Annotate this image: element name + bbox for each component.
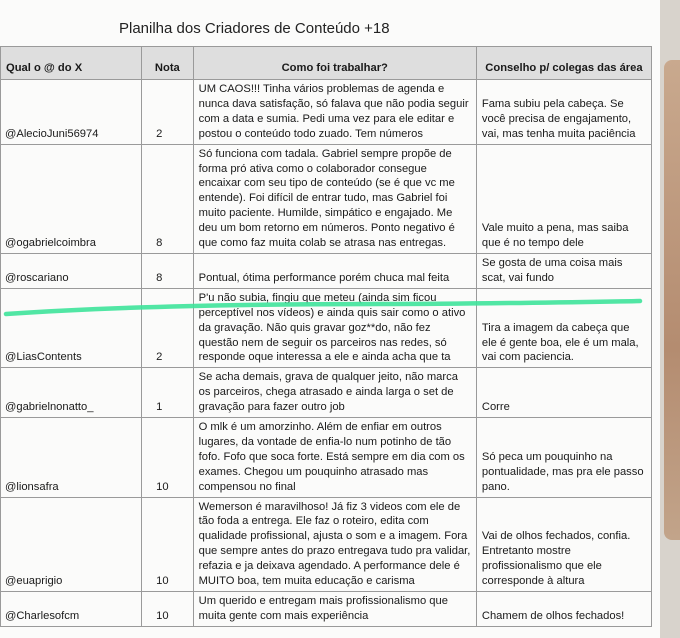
cell-handle[interactable]: @LiasContents (1, 288, 142, 368)
cell-conselho[interactable]: Tira a imagem da cabeça que ele é gente boa, ele é um mala, vai com paciencia. (476, 288, 651, 368)
cell-conselho[interactable]: Vai de olhos fechados, confia. Entretanto mostre profissionalismo que ele corresponde à altura (476, 497, 651, 591)
cell-como[interactable]: Wemerson é maravilhoso! Já fiz 3 videos com ele de tão foda a entrega. Ele faz o roteiro, edita com qualidade profissional, ajusta o som e a imagem. Fora que sempre antes do prazo entregava tudo pra validar, refazia e ja deixava agendado. A performance dele é MUITO boa, tem muita educação e carisma (193, 497, 476, 591)
cell-conselho[interactable]: Vale muito a pena, mas saiba que é no tempo dele (476, 144, 651, 253)
cell-nota[interactable]: 8 (142, 253, 194, 288)
col-header-nota[interactable]: Nota (142, 47, 194, 80)
cell-handle[interactable]: @gabrielnonatto_ (1, 368, 142, 418)
table-row (1, 80, 652, 145)
cell-handle[interactable]: @AlecioJuni56974 (1, 80, 142, 145)
cell-handle[interactable]: @roscariano (1, 253, 142, 288)
table-row (1, 288, 652, 368)
table-row (1, 592, 652, 627)
cell-handle[interactable]: @lionsafra (1, 418, 142, 498)
creators-table (0, 46, 652, 627)
cell-como[interactable]: Só funciona com tadala. Gabriel sempre propõe de forma pró ativa como o colaborador consegue encaixar com seu tipo de conteúdo (se é que vc me entende). Foi difícil de entrar tudo, mas Gabriel foi muito paciente. Humilde, simpático e engajado. Me deu um bom retorno em números. Ponto negativo é que como faz muita colab se atrasa nas entregas. (193, 144, 476, 253)
cell-conselho[interactable]: Chamem de olhos fechados! (476, 592, 651, 627)
cell-como[interactable]: O mlk é um amorzinho. Além de enfiar em outros lugares, da vontade de enfia-lo num potinho de tão fofo. Fofo que soca forte. Está sempre em dia com os exames. Chegou um pouquinho atrasado mas compensou no final (193, 418, 476, 498)
cell-como[interactable]: UM CAOS!!! Tinha vários problemas de agenda e nunca dava satisfação, só falava que não podia seguir com a data e sumia. Pedi uma vez para ele editar e postou o conteúdo todo zuado. Tem números (193, 80, 476, 145)
table-row (1, 497, 652, 591)
cell-conselho[interactable]: Só peca um pouquinho na pontualidade, mas pra ele passo pano. (476, 418, 651, 498)
cell-conselho[interactable]: Fama subiu pela cabeça. Se você precisa de engajamento, vai, mas tenha muita paciência (476, 80, 651, 145)
cell-handle[interactable]: @ogabrielcoimbra (1, 144, 142, 253)
cell-nota[interactable]: 8 (142, 144, 194, 253)
cell-como[interactable]: P'u não subia, fingiu que meteu (ainda sim ficou perceptível nos vídeos) e ainda quis sair como o ativo da gravação. Não quis gravar goz**do, não fez questão nem de seguir os parceiros nas redes, só responde oque interessa a ele e ainda acha que ta (193, 288, 476, 368)
table-row (1, 368, 652, 418)
sheet-title: Planilha dos Criadores de Conteúdo +18 (119, 20, 390, 37)
col-header-conselho[interactable]: Conselho p/ colegas das área (476, 47, 651, 80)
col-header-handle[interactable]: Qual o @ do X (1, 47, 142, 80)
cell-nota[interactable]: 1 (142, 368, 194, 418)
cell-como[interactable]: Pontual, ótima performance porém chuca mal feita (193, 253, 476, 288)
cell-handle[interactable]: @Charlesofcm (1, 592, 142, 627)
cell-nota[interactable]: 2 (142, 288, 194, 368)
table-row (1, 253, 652, 288)
cell-nota[interactable]: 10 (142, 592, 194, 627)
cell-conselho[interactable]: Se gosta de uma coisa mais scat, vai fundo (476, 253, 651, 288)
cell-nota[interactable]: 10 (142, 497, 194, 591)
col-header-como[interactable]: Como foi trabalhar? (193, 47, 476, 80)
cell-nota[interactable]: 10 (142, 418, 194, 498)
table-row (1, 418, 652, 498)
cell-handle[interactable]: @euaprigio (1, 497, 142, 591)
cell-nota[interactable]: 2 (142, 80, 194, 145)
cell-como[interactable]: Se acha demais, grava de qualquer jeito, não marca os parceiros, chega atrasado e ainda larga o set de gravação para fazer outro job (193, 368, 476, 418)
cell-como[interactable]: Um querido e entregam mais profissionalismo que muita gente com mais experiência (193, 592, 476, 627)
header-row (1, 47, 652, 80)
table-row (1, 144, 652, 253)
photo-edge (660, 0, 680, 638)
cell-conselho[interactable]: Corre (476, 368, 651, 418)
